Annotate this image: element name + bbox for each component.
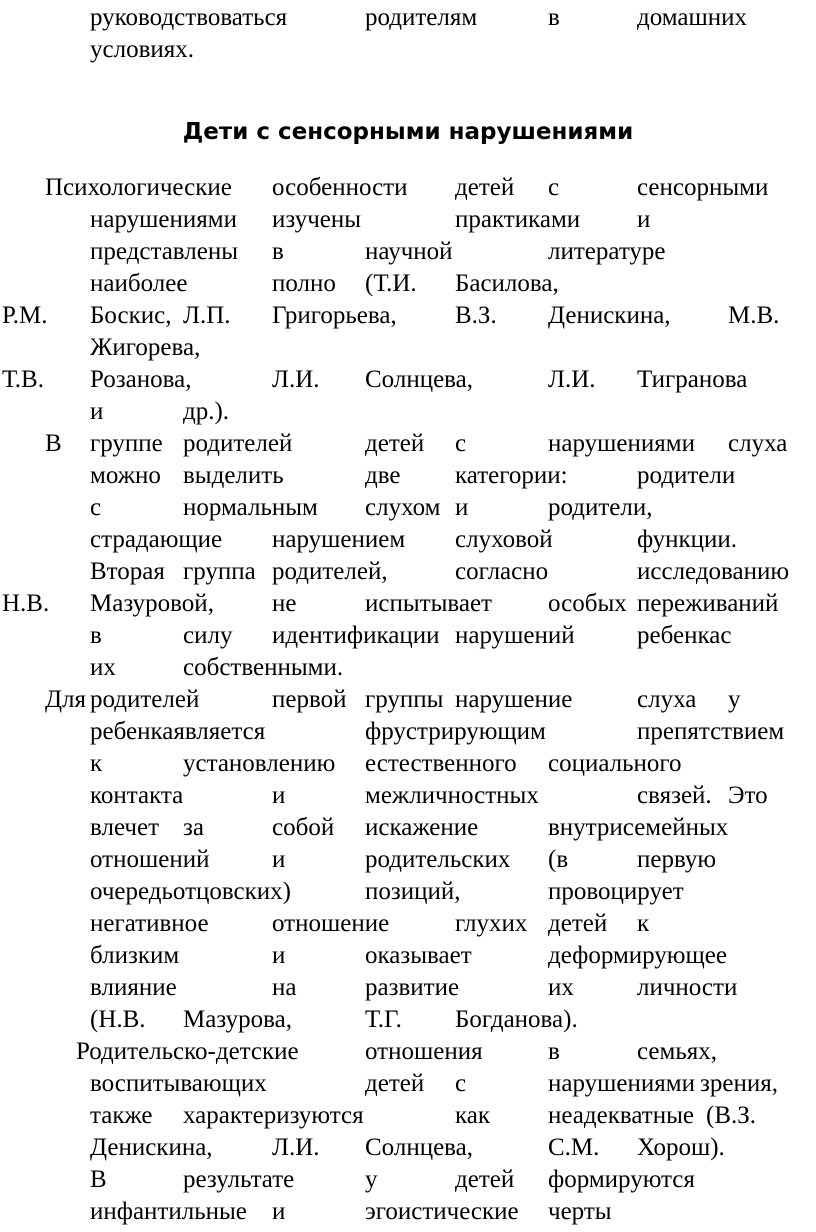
line-word: группе <box>90 430 163 457</box>
line-word: руководствоваться <box>90 4 288 31</box>
line-word: Денискина, <box>548 302 671 329</box>
line-word: Солнцева, <box>365 366 473 393</box>
line-word: исследованию <box>637 558 790 585</box>
line-word: характеризуются <box>183 1102 364 1129</box>
line-word: собственными. <box>183 654 344 681</box>
text-line <box>0 556 816 588</box>
line-word: условиях. <box>90 36 195 63</box>
line-word: родительских <box>365 846 511 873</box>
line-word: их <box>548 974 574 1001</box>
line-word: и <box>272 782 286 809</box>
text-line <box>0 204 816 236</box>
line-word: в <box>90 622 102 649</box>
line-word: Жигорева, <box>90 334 201 361</box>
line-word: согласно <box>455 558 549 585</box>
line-word: ребенкаявляется <box>90 718 266 745</box>
text-line <box>0 620 816 652</box>
line-word: др.). <box>183 398 230 425</box>
text-line <box>0 172 816 204</box>
text-line <box>0 492 816 524</box>
line-word: и <box>90 398 104 425</box>
line-word: черты <box>548 1198 612 1225</box>
line-word: слуха <box>637 686 697 713</box>
line-word: Басилова, <box>455 270 559 297</box>
line-word: на <box>272 974 297 1001</box>
line-word: силу <box>183 622 233 649</box>
line-word: с <box>90 494 102 521</box>
line-word: нарушениями <box>90 206 237 233</box>
text-line <box>0 1100 816 1132</box>
line-word: в <box>272 238 284 265</box>
line-word: установлению <box>183 750 336 777</box>
line-word: нарушений <box>455 622 575 649</box>
text-line <box>0 908 816 940</box>
line-word: с <box>455 1070 467 1097</box>
text-line <box>0 844 816 876</box>
line-word: детей <box>365 430 425 457</box>
line-word: родителей, <box>272 558 388 585</box>
line-word: Солнцева, <box>365 1134 473 1161</box>
line-word: (Н.В. <box>90 1006 146 1033</box>
line-word: Это <box>728 782 768 809</box>
text-line <box>0 1132 816 1164</box>
line-word: социального <box>548 750 682 777</box>
line-word: результате <box>183 1166 295 1193</box>
line-word: группы <box>365 686 444 713</box>
line-word: и <box>272 942 286 969</box>
line-word: позиций, <box>365 878 461 905</box>
line-word: и <box>637 206 651 233</box>
line-word: их <box>90 654 116 681</box>
line-word: Григорьева, <box>272 302 397 329</box>
text-line <box>0 652 816 684</box>
line-word: функции. <box>637 526 737 553</box>
line-word: В <box>90 1166 107 1193</box>
line-word: Л.И. <box>272 1134 320 1161</box>
line-word: негативное <box>90 910 209 937</box>
line-word: влечет <box>90 814 160 841</box>
line-word: развитие <box>365 974 460 1001</box>
line-word: формируются <box>548 1166 695 1193</box>
line-word: детей <box>548 910 608 937</box>
line-word: фрустрирующим <box>365 718 546 745</box>
line-word: ребенкас <box>637 622 732 649</box>
text-line <box>0 396 816 428</box>
line-word: не <box>272 590 297 617</box>
text-line <box>0 748 816 780</box>
text-line <box>0 876 816 908</box>
line-word: страдающие <box>90 526 223 553</box>
line-word: Л.И. <box>548 366 596 393</box>
line-word: слухом <box>365 494 441 521</box>
section-heading: Дети с сенсорными нарушениями <box>182 119 634 145</box>
line-word: Денискина, <box>90 1134 213 1161</box>
line-word: неадекватные <box>548 1102 694 1129</box>
line-word: Тигранова <box>637 366 748 393</box>
line-word: Хорош). <box>637 1134 725 1161</box>
line-word: как <box>455 1102 491 1129</box>
text-line <box>0 1164 816 1196</box>
line-word: также <box>90 1102 153 1129</box>
line-word: собой <box>272 814 335 841</box>
line-word: за <box>183 814 204 841</box>
line-word: М.В. <box>728 302 780 329</box>
text-line <box>0 940 816 972</box>
line-word: родителям <box>365 4 478 31</box>
line-word: с <box>455 430 467 457</box>
line-word: научной <box>365 238 453 265</box>
line-word: оказывает <box>365 942 472 969</box>
line-word: Н.В. <box>2 590 50 617</box>
line-word: воспитывающих <box>90 1070 267 1097</box>
line-word: испытывает <box>365 590 492 617</box>
line-word: к <box>637 910 650 937</box>
line-word: (в <box>548 846 569 873</box>
line-word: первую <box>637 846 717 873</box>
line-word: две <box>365 462 401 489</box>
text-line <box>0 1036 816 1068</box>
line-word: близким <box>90 942 180 969</box>
line-word: изучены <box>272 206 362 233</box>
line-word: Р.М. <box>2 302 48 329</box>
text-line <box>0 300 816 332</box>
line-word: (Т.И. <box>365 270 417 297</box>
line-word: нарушением <box>272 526 406 553</box>
text-line <box>0 236 816 268</box>
line-word: в <box>548 1038 560 1065</box>
line-word: родителей <box>90 686 200 713</box>
line-word: полно <box>272 270 336 297</box>
line-word: к <box>90 750 103 777</box>
line-word: нарушение <box>455 686 573 713</box>
line-word: можно <box>90 462 161 489</box>
line-word: С.М. <box>548 1134 600 1161</box>
line-word: искажение <box>365 814 479 841</box>
line-word: влияние <box>90 974 177 1001</box>
line-word: эгоистические <box>365 1198 519 1225</box>
line-word: Мазуровой, <box>90 590 214 617</box>
line-word: личности <box>637 974 738 1001</box>
line-word: первой <box>272 686 347 713</box>
line-word: В.З. <box>455 302 497 329</box>
line-word: отношение <box>272 910 390 937</box>
text-line <box>0 684 816 716</box>
line-word: нарушениями <box>548 1070 695 1097</box>
line-word: очередьотцовских) <box>90 878 291 905</box>
line-word: Боскис, <box>90 302 172 329</box>
line-word: отношения <box>365 1038 483 1065</box>
line-word: семьях, <box>637 1038 717 1065</box>
line-word: Для <box>45 686 87 713</box>
line-word: нарушениями <box>548 430 695 457</box>
text-line <box>0 716 816 748</box>
line-word: Т.Г. <box>365 1006 402 1033</box>
line-word: внутрисемейных <box>548 814 729 841</box>
line-word: отношений <box>90 846 210 873</box>
line-word: Мазурова, <box>183 1006 292 1033</box>
line-word: сенсорными <box>637 174 769 201</box>
text-line <box>0 524 816 556</box>
line-word: практиками <box>455 206 581 233</box>
text-line <box>0 34 816 66</box>
text-line <box>0 1004 816 1036</box>
line-word: переживаний <box>637 590 779 617</box>
line-word: Родительско-детские <box>76 1038 299 1065</box>
line-word: Вторая <box>90 558 165 585</box>
line-word: особых <box>548 590 627 617</box>
line-word: В <box>45 430 62 457</box>
line-word: идентификации <box>272 622 440 649</box>
line-word: естественного <box>365 750 517 777</box>
text-line <box>0 268 816 300</box>
line-word: нормальным <box>183 494 318 521</box>
line-word: и <box>272 846 286 873</box>
text-line <box>0 812 816 844</box>
line-word: деформирующее <box>548 942 727 969</box>
text-line <box>0 460 816 492</box>
text-line <box>0 1196 816 1228</box>
line-word: детей <box>455 174 515 201</box>
line-word: литературе <box>548 238 666 265</box>
line-word: родителей <box>183 430 293 457</box>
line-word: и <box>455 494 469 521</box>
text-line <box>0 780 816 812</box>
line-word: родители <box>637 462 736 489</box>
line-word: родители, <box>548 494 653 521</box>
line-word: у <box>365 1166 378 1193</box>
line-word: с <box>548 174 560 201</box>
line-word: у <box>728 686 741 713</box>
line-word: контакта <box>90 782 184 809</box>
line-word: Розанова, <box>90 366 192 393</box>
text-line <box>0 2 816 34</box>
line-word: Л.П. <box>183 302 231 329</box>
line-word: Л.И. <box>272 366 320 393</box>
line-word: Т.В. <box>2 366 44 393</box>
line-word: Богданова). <box>455 1006 578 1033</box>
line-word: группа <box>183 558 256 585</box>
text-line <box>0 588 816 620</box>
text-line <box>0 972 816 1004</box>
text-line <box>0 1068 816 1100</box>
line-word: наиболее <box>90 270 188 297</box>
line-word: зрения, <box>700 1070 778 1097</box>
line-word: слуховой <box>455 526 553 553</box>
line-word: категории: <box>455 462 568 489</box>
line-word: (В.З. <box>706 1102 757 1129</box>
line-word: глухих <box>455 910 528 937</box>
text-line <box>0 332 816 364</box>
line-word: домашних <box>637 4 747 31</box>
line-word: представлены <box>90 238 239 265</box>
line-word: провоцирует <box>548 878 684 905</box>
line-word: в <box>548 4 560 31</box>
line-word: особенности <box>272 174 408 201</box>
line-word: выделить <box>183 462 284 489</box>
line-word: инфантильные <box>90 1198 247 1225</box>
line-word: связей. <box>637 782 712 809</box>
line-word: слуха <box>728 430 788 457</box>
text-line <box>0 364 816 396</box>
text-line <box>0 428 816 460</box>
line-word: детей <box>455 1166 515 1193</box>
line-word: и <box>272 1198 286 1225</box>
line-word: детей <box>365 1070 425 1097</box>
line-word: препятствием <box>637 718 785 745</box>
line-word: межличностных <box>365 782 539 809</box>
line-word: Психологические <box>45 174 232 201</box>
